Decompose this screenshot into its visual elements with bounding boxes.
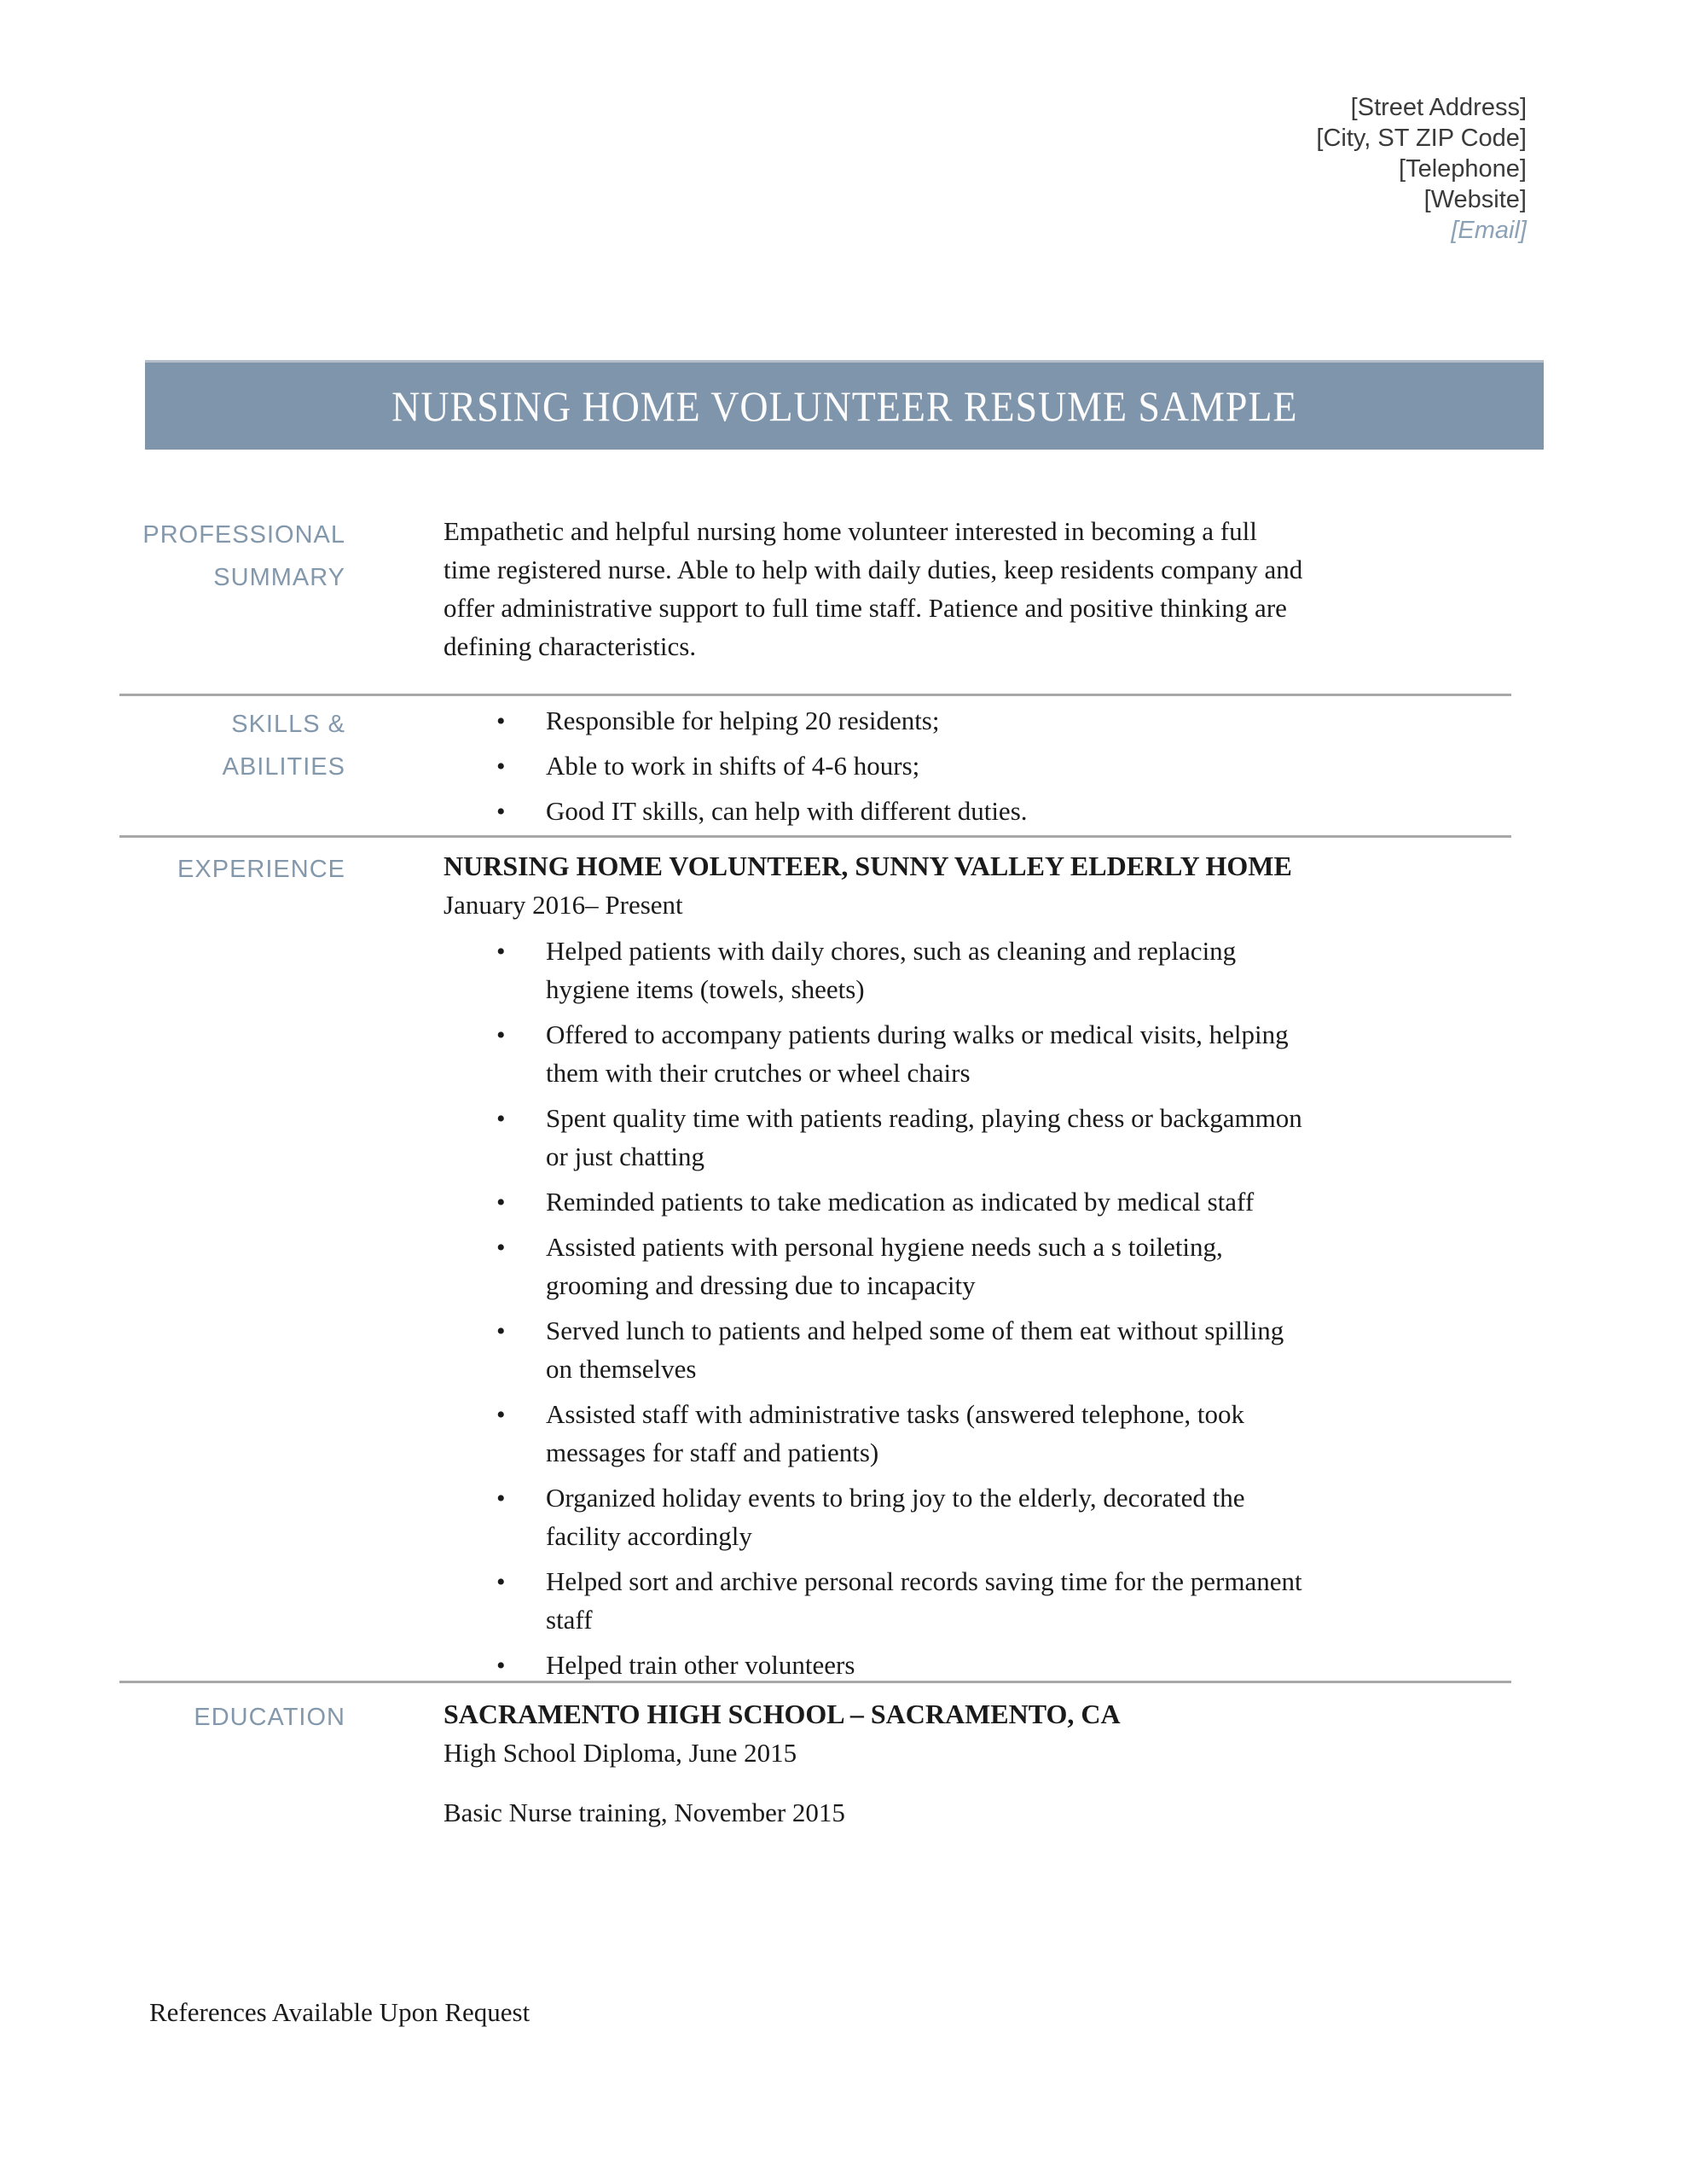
experience-list-item <box>443 932 1309 1008</box>
skills-list-item <box>443 701 1309 740</box>
degrees-list <box>443 1734 1309 1832</box>
degree-text: High School Diploma, June 2015 <box>443 1738 797 1768</box>
school-name: SACRAMENTO HIGH SCHOOL – SACRAMENTO, CA <box>443 1699 1121 1729</box>
experience-item-text: Helped sort and archive personal records saving time for the permanent staff <box>546 1566 1302 1635</box>
experience-item-text: Reminded patients to take medication as indicated by medical staff <box>546 1187 1255 1217</box>
skills-list-item <box>443 792 1309 830</box>
bullet-icon <box>496 1646 506 1685</box>
experience-item-text: Organized holiday events to bring joy to the elderly, decorated the facility accordingly <box>546 1483 1245 1551</box>
experience-list-item <box>443 1228 1309 1304</box>
experience-list-item <box>443 1646 1309 1684</box>
bullet-icon <box>496 1562 506 1601</box>
job-title: NURSING HOME VOLUNTEER, SUNNY VALLEY ELDERLY HOME <box>443 851 1292 881</box>
experience-item-text: Served lunch to patients and helped some of them eat without spilling on themselves <box>546 1316 1284 1384</box>
contact-city: [City, ST ZIP Code] <box>1316 125 1527 152</box>
experience-list-item <box>443 1311 1309 1388</box>
experience-item-text: Spent quality time with patients reading, playing chess or backgammon or just chatting <box>546 1103 1302 1171</box>
bullet-icon <box>496 1099 506 1138</box>
skills-list-item <box>443 746 1309 785</box>
experience-list-item <box>443 1182 1309 1221</box>
experience-list-item <box>443 1015 1309 1092</box>
experience-item-text: Assisted patients with personal hygiene needs such a s toileting, grooming and dressing due to incapacity <box>546 1232 1223 1300</box>
bullet-icon <box>496 792 506 831</box>
skills-item-text: Good IT skills, can help with different duties. <box>546 796 1028 826</box>
contact-telephone: [Telephone] <box>1399 155 1527 183</box>
degree-line <box>443 1734 1309 1772</box>
summary-text: Empathetic and helpful nursing home volunteer interested in becoming a full time registered nurse. Able to help with daily duties, keep residents company and offer administrative support to full time staff. Patience and positive thinking are defining characteristics. <box>443 516 1303 661</box>
summary-label: PROFESSIONAL SUMMARY <box>142 521 345 591</box>
experience-item-text: Offered to accompany patients during walks or medical visits, helping them with their crutches or wheel chairs <box>546 1019 1289 1088</box>
experience-list-item <box>443 1562 1309 1639</box>
experience-list-item <box>443 1395 1309 1472</box>
section-education <box>0 1694 1309 1853</box>
skills-label: SKILLS & ABILITIES <box>222 711 345 781</box>
bullet-icon <box>496 932 506 971</box>
job-dates: January 2016– Present <box>443 890 683 920</box>
bullet-icon <box>496 701 506 741</box>
skills-item-text: Responsible for helping 20 residents; <box>546 706 940 735</box>
section-divider <box>119 1681 1511 1683</box>
section-experience <box>0 846 1309 1691</box>
references-note: References Available Upon Request <box>149 1997 530 2027</box>
skills-item-text: Able to work in shifts of 4-6 hours; <box>546 751 920 781</box>
section-skills-abilities <box>0 701 1309 837</box>
bullet-icon <box>496 746 506 786</box>
title-banner <box>145 360 1544 450</box>
experience-list <box>443 932 1309 1684</box>
bullet-icon <box>496 1015 506 1054</box>
skills-list <box>443 701 1309 830</box>
bullet-icon <box>496 1395 506 1434</box>
experience-item-text: Helped train other volunteers <box>546 1650 855 1680</box>
contact-street: [Street Address] <box>1350 94 1527 121</box>
experience-list-item <box>443 1099 1309 1176</box>
bullet-icon <box>496 1311 506 1350</box>
experience-list-item <box>443 1478 1309 1555</box>
experience-item-text: Assisted staff with administrative tasks (answered telephone, took messages for staff and patients) <box>546 1399 1245 1467</box>
section-professional-summary <box>0 512 1309 665</box>
education-label: EDUCATION <box>194 1704 345 1731</box>
experience-item-text: Helped patients with daily chores, such as cleaning and replacing hygiene items (towels, sheets) <box>546 936 1237 1004</box>
bullet-icon <box>496 1182 506 1222</box>
section-divider <box>119 835 1511 838</box>
degree-line <box>443 1793 1309 1832</box>
section-divider <box>119 694 1511 696</box>
degree-text: Basic Nurse training, November 2015 <box>443 1798 845 1827</box>
page-title: NURSING HOME VOLUNTEER RESUME SAMPLE <box>391 382 1298 430</box>
bullet-icon <box>496 1228 506 1267</box>
contact-website: [Website] <box>1423 186 1527 213</box>
contact-email: [Email] <box>1451 217 1527 244</box>
bullet-icon <box>496 1478 506 1518</box>
experience-label: EXPERIENCE <box>177 856 345 883</box>
contact-block <box>1316 92 1527 246</box>
